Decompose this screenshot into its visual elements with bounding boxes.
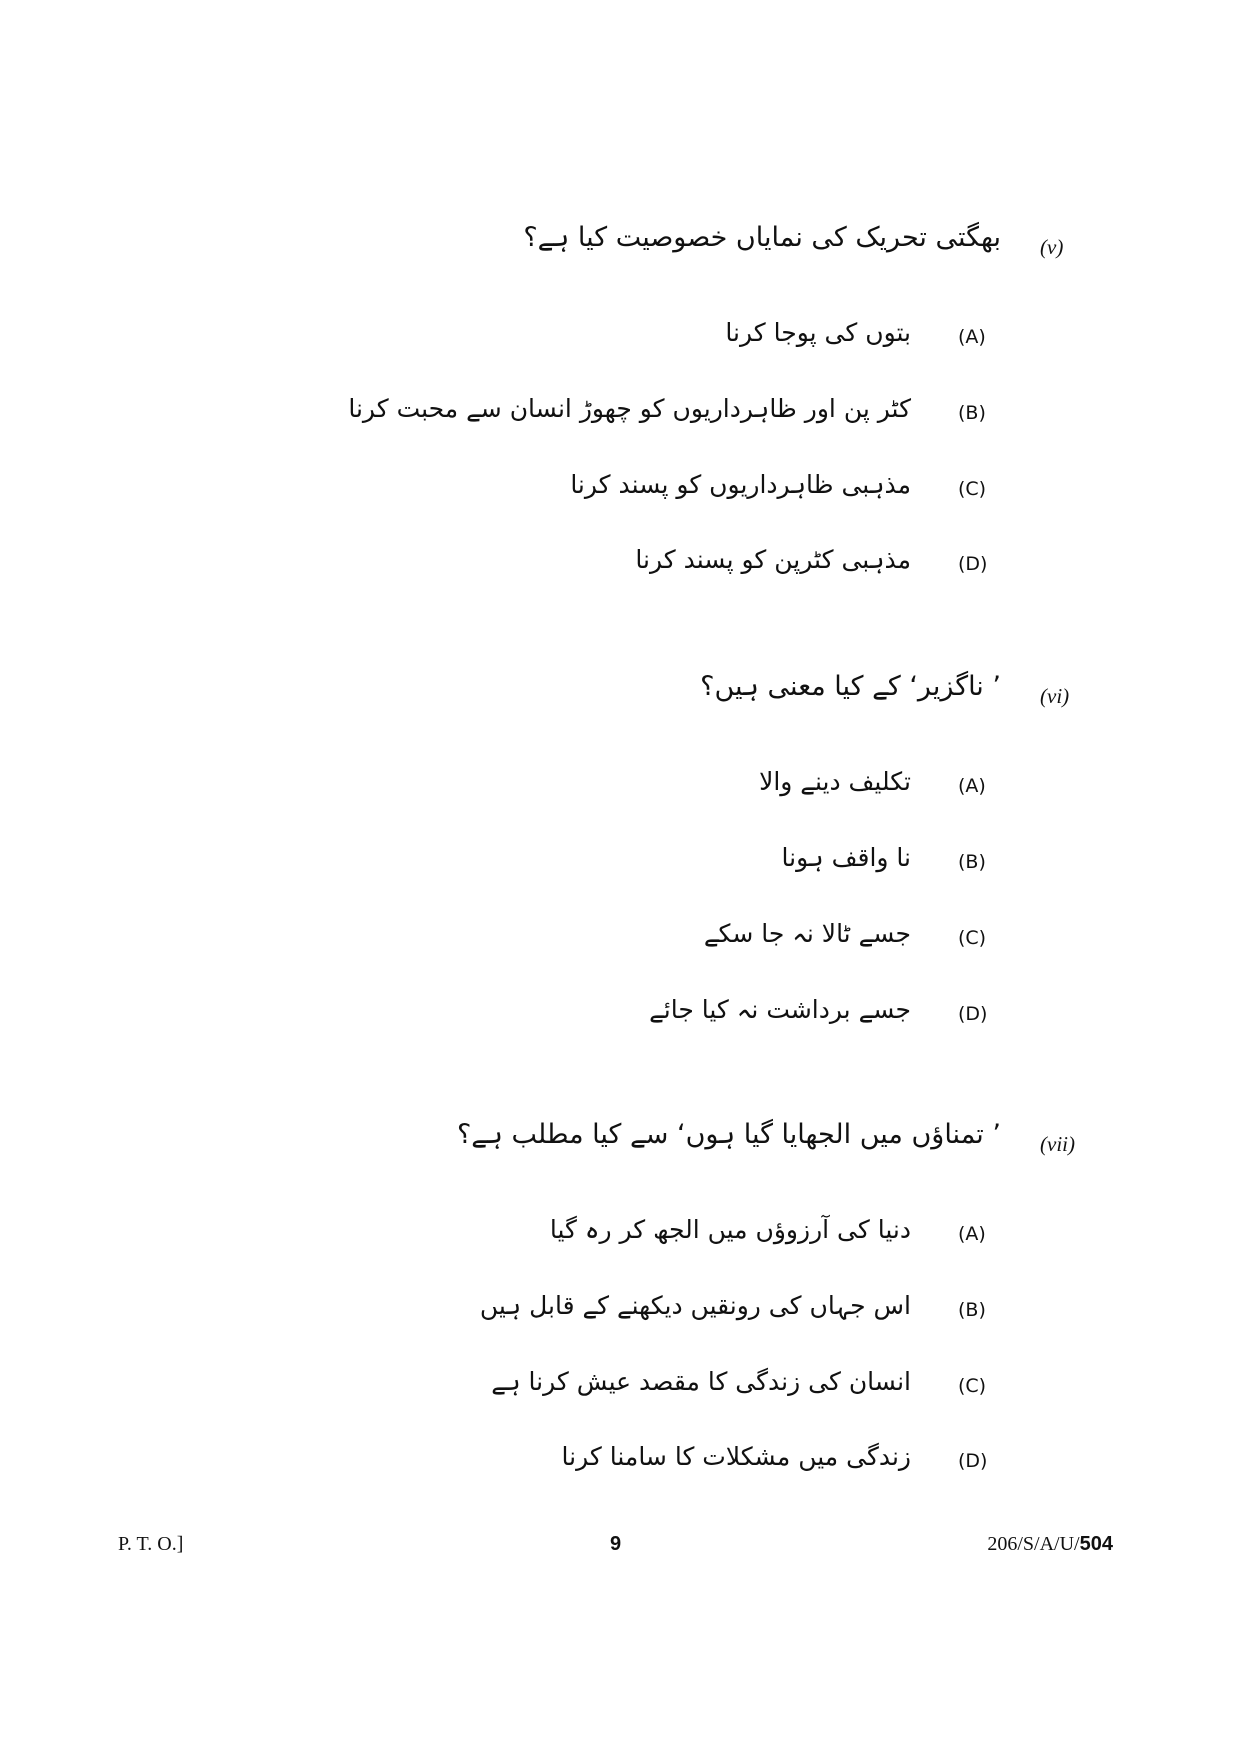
- option-text: مذہبی کٹرپن کو پسند کرنا: [635, 545, 911, 574]
- option-text: زندگی میں مشکلات کا سامنا کرنا: [561, 1442, 911, 1471]
- option-letter: (B): [958, 851, 986, 873]
- option-text: جسے ٹالا نہ جا سکے: [703, 919, 911, 948]
- question-text: ’ تمناؤں میں الجھایا گیا ہوں‘ سے کیا مطلب ہے؟: [456, 1119, 1001, 1150]
- page-number: 9: [610, 1533, 622, 1555]
- option-text: مذہبی ظاہرداریوں کو پسند کرنا: [570, 470, 911, 499]
- question-number: (v): [1040, 235, 1064, 259]
- option-text: نا واقف ہونا: [781, 843, 911, 872]
- option-letter: (A): [958, 326, 986, 348]
- option-text: دنیا کی آرزوؤں میں الجھ کر رہ گیا: [549, 1215, 911, 1244]
- option-letter: (C): [958, 1375, 987, 1397]
- pto-label: P. T. O.]: [118, 1533, 184, 1555]
- option-letter: (B): [958, 402, 986, 424]
- question-text: بھگتی تحریک کی نمایاں خصوصیت کیا ہے؟: [523, 222, 1001, 253]
- option-text: کٹر پن اور ظاہرداریوں کو چھوڑ انسان سے محبت کرنا: [348, 394, 911, 423]
- paper-code-prefix: 206/S/A/U/: [987, 1533, 1080, 1555]
- option-letter: (A): [958, 775, 986, 797]
- option-letter: (C): [958, 927, 987, 949]
- option-letter: (D): [958, 553, 988, 575]
- option-letter: (B): [958, 1299, 986, 1321]
- question-number: (vi): [1040, 684, 1070, 708]
- option-text: بتوں کی پوجا کرنا: [725, 318, 911, 347]
- option-letter: (A): [958, 1223, 986, 1245]
- option-letter: (C): [958, 478, 987, 500]
- paper-code-number: 504: [1079, 1533, 1113, 1555]
- paper-code: [987, 1533, 1113, 1556]
- option-text: اس جہاں کی رونقیں دیکھنے کے قابل ہیں: [479, 1291, 911, 1320]
- option-text: انسان کی زندگی کا مقصد عیش کرنا ہے: [491, 1367, 911, 1396]
- option-letter: (D): [958, 1003, 988, 1025]
- option-text: جسے برداشت نہ کیا جائے: [649, 995, 911, 1024]
- question-number: (vii): [1040, 1132, 1075, 1156]
- question-text: ’ ناگزیر‘ کے کیا معنی ہیں؟: [700, 671, 1001, 702]
- option-text: تکلیف دینے والا: [759, 767, 911, 796]
- option-letter: (D): [958, 1450, 988, 1472]
- page-footer: [0, 1533, 1241, 1563]
